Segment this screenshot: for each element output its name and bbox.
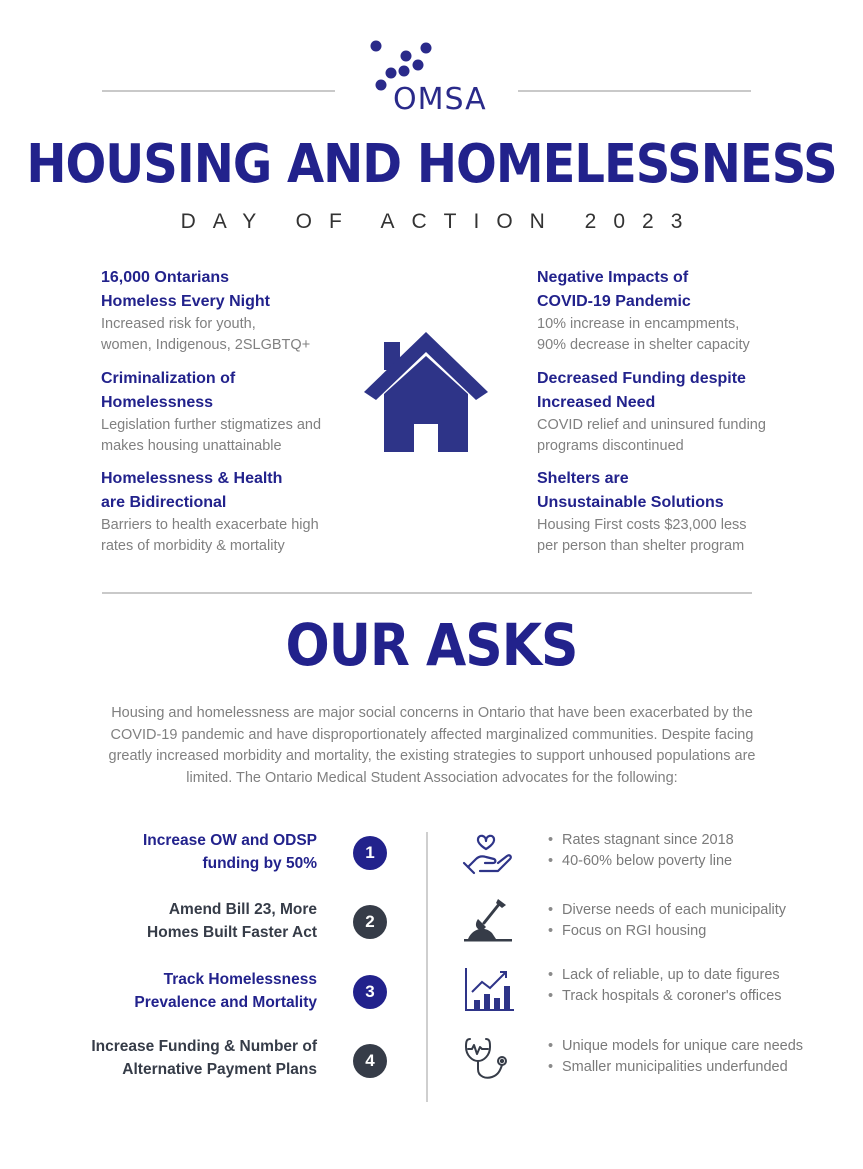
fact-description: women, Indigenous, 2SLGBTQ+ — [101, 337, 311, 353]
ask-bullet: • Smaller municipalities underfunded — [548, 1057, 838, 1078]
ask-bullets — [548, 965, 838, 1007]
ask-bullets — [548, 1036, 838, 1078]
ask-label-bill-23 — [17, 898, 317, 944]
fact-description: per person than shelter program — [537, 538, 745, 554]
ask-bullet: • Focus on RGI housing — [548, 921, 838, 942]
ask-label-line: Homes Built Faster Act — [147, 924, 317, 941]
ask-number-badge: 2 — [353, 905, 387, 939]
house-icon — [362, 330, 490, 455]
header-rule-right — [518, 90, 751, 92]
ask-label-line: Increase Funding & Number of — [91, 1038, 317, 1055]
ask-label-line: Amend Bill 23, More — [168, 901, 317, 918]
ask-label-line: Prevalence and Mortality — [134, 994, 317, 1011]
asks-divider — [426, 832, 428, 1102]
fact-description: Increased risk for youth, — [101, 316, 256, 332]
fact-decreased-funding — [537, 367, 837, 457]
ask-label-alternative-payment — [17, 1035, 317, 1081]
asks-intro: Housing and homelessness are major social concerns in Ontario that have been exacerbated by the COVID-19 pandemic and have disproportionately affected marginalized communities. Despite facing greatly increased morbidity and mortality, the existing strategies to support unhoused populations are limited. The Ontario Medical Student Association advocates for the following: — [108, 705, 756, 786]
fact-heading: COVID-19 Pandemic — [537, 293, 691, 310]
stethoscope-icon — [462, 1035, 518, 1083]
fact-heading: Homelessness & Health — [101, 470, 283, 487]
fact-description: Housing First costs $23,000 less — [537, 517, 747, 533]
fact-heading: Shelters are — [537, 470, 629, 487]
logo-text: OMSA — [393, 82, 487, 117]
fact-heading: Criminalization of — [101, 370, 236, 387]
fact-shelters-unsustainable — [537, 467, 837, 557]
page-subtitle: DAY OF ACTION 2023 — [180, 210, 700, 233]
fact-description: 10% increase in encampments, — [537, 316, 740, 332]
ask-bullet: • Lack of reliable, up to date figures — [548, 965, 838, 986]
fact-description: Legislation further stigmatizes and — [101, 417, 322, 433]
bar-chart-trend-icon — [462, 966, 518, 1014]
fact-heading: Homelessness — [101, 394, 214, 411]
ask-label-track-homelessness — [17, 968, 317, 1014]
fact-heading: Increased Need — [537, 394, 656, 411]
shovel-dirt-icon — [462, 897, 518, 945]
fact-health-bidirectional — [101, 467, 401, 557]
ask-label-ow-odsp — [17, 829, 317, 875]
ask-bullet: • Rates stagnant since 2018 — [548, 830, 838, 851]
fact-description: COVID relief and uninsured funding — [537, 417, 766, 433]
fact-heading: Negative Impacts of — [537, 269, 689, 286]
asks-title: OUR ASKS — [285, 612, 578, 680]
fact-criminalization — [101, 367, 401, 457]
fact-description: makes housing unattainable — [101, 438, 282, 454]
section-divider — [102, 592, 752, 594]
ask-bullet: • Unique models for unique care needs — [548, 1036, 838, 1057]
ask-bullet: • Diverse needs of each municipality — [548, 900, 838, 921]
ask-bullet: • Track hospitals & coroner's offices — [548, 986, 838, 1007]
ask-label-line: Track Homelessness — [163, 971, 317, 988]
fact-homeless-count — [101, 266, 401, 356]
ask-label-line: Alternative Payment Plans — [122, 1061, 317, 1078]
fact-heading: 16,000 Ontarians — [101, 269, 230, 286]
ask-bullets — [548, 830, 838, 872]
ask-number-badge: 1 — [353, 836, 387, 870]
hand-heart-icon — [462, 829, 518, 877]
fact-description: 90% decrease in shelter capacity — [537, 337, 750, 353]
fact-description: rates of morbidity & mortality — [101, 538, 285, 554]
fact-heading: Homeless Every Night — [101, 293, 270, 310]
ask-label-line: funding by 50% — [202, 855, 317, 872]
ask-bullets — [548, 900, 838, 942]
page-title: HOUSING AND HOMELESSNESS — [26, 132, 837, 196]
ask-number-badge: 3 — [353, 975, 387, 1009]
header-rule-left — [102, 90, 335, 92]
ask-bullet: • 40-60% below poverty line — [548, 851, 838, 872]
fact-heading: Decreased Funding despite — [537, 370, 746, 387]
fact-heading: are Bidirectional — [101, 494, 227, 511]
fact-covid-impacts — [537, 266, 837, 356]
ask-number-badge: 4 — [353, 1044, 387, 1078]
fact-heading: Unsustainable Solutions — [537, 494, 724, 511]
fact-description: Barriers to health exacerbate high — [101, 517, 319, 533]
ask-label-line: Increase OW and ODSP — [143, 832, 317, 849]
fact-description: programs discontinued — [537, 438, 684, 454]
